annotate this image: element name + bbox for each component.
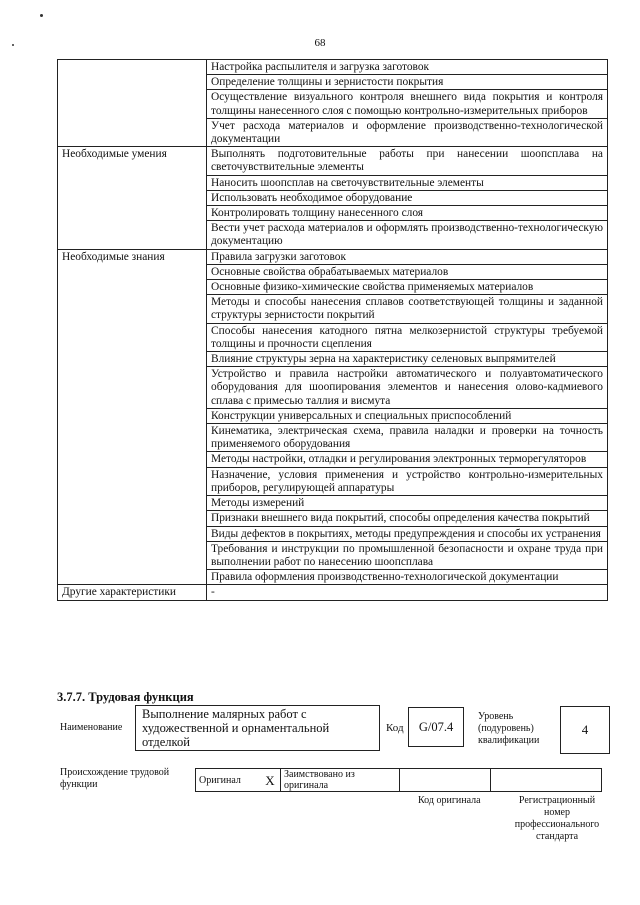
name-label: Наименование — [60, 722, 123, 733]
description-cell: Методы измерений — [207, 496, 608, 511]
origin-label: Происхождение трудовой функции — [60, 767, 170, 790]
description-cell: Вести учет расхода материалов и оформлять производственно-технологическую документацию — [207, 221, 608, 249]
description-cell: Кинематика, электрическая схема, правила наладки и проверки на точность применяемого оборудования — [207, 424, 608, 452]
function-code: G/07.4 — [408, 707, 464, 747]
description-cell: Основные свойства обрабатываемых материалов — [207, 264, 608, 279]
category-cell — [58, 60, 207, 147]
description-cell: Влияние структуры зерна на характеристику селеновых выпрямителей — [207, 352, 608, 367]
description-cell: Осуществление визуального контроля внешнего вида покрытия и контроля толщины нанесенного слоя с помощью контрольно-измерительных приборов — [207, 90, 608, 118]
description-cell: Правила оформления производственно-технологической документации — [207, 570, 608, 585]
description-cell: Признаки внешнего вида покрытий, способы определения качества покрытий — [207, 511, 608, 526]
description-cell: Контролировать толщину нанесенного слоя — [207, 206, 608, 221]
description-cell: Устройство и правила настройки автоматического и полуавтоматического оборудования для шоопирования элементов и нанесения олово-кадмиевого сплава с примесью таллия и висмута — [207, 367, 608, 409]
description-cell: Правила загрузки заготовок — [207, 249, 608, 264]
table-row — [58, 147, 608, 175]
category-cell: Необходимые знания — [58, 249, 207, 585]
code-original-caption: Код оригинала — [418, 795, 481, 806]
description-cell: Учет расхода материалов и оформление производственно-технологической документации — [207, 118, 608, 146]
reg-number-cell — [491, 769, 602, 792]
description-cell: Требования и инструкции по промышленной безопасности и охране труда при выполнении работ по нанесению шоопсплава — [207, 541, 608, 569]
description-cell: Конструкции универсальных и специальных приспособлений — [207, 408, 608, 423]
description-cell: Основные физико-химические свойства применяемых материалов — [207, 280, 608, 295]
description-cell: Наносить шоопсплав на светочувствительные элементы — [207, 175, 608, 190]
description-cell: Использовать необходимое оборудование — [207, 190, 608, 205]
borrowed-label: Заимствовано из оригинала — [281, 769, 400, 792]
level-label: Уровень (подуровень) квалификации — [478, 711, 540, 746]
original-mark: X — [260, 769, 281, 792]
description-cell: Методы настройки, отладки и регулирования электронных терморегуляторов — [207, 452, 608, 467]
table-row — [58, 249, 608, 264]
description-cell: Способы нанесения катодного пятна мелкозернистой структуры требуемой толщины и прочности сцепления — [207, 323, 608, 351]
original-label: Оригинал — [196, 769, 261, 792]
original-code-cell — [400, 769, 491, 792]
table-row — [58, 60, 608, 75]
scan-speck — [40, 14, 43, 17]
reg-number-caption: Регистрационный номер профессионального стандарта — [514, 795, 600, 842]
description-cell: Определение толщины и зернистости покрытия — [207, 75, 608, 90]
function-name: Выполнение малярных работ с художественной и орнаментальной отделкой — [135, 705, 380, 751]
description-cell: Назначение, условия применения и устройство контрольно-измерительных приборов, регулирующей аппаратуры — [207, 467, 608, 495]
description-cell: Методы и способы нанесения сплавов соответствующей толщины и заданной структуры зернистости покрытий — [207, 295, 608, 323]
competency-table — [57, 59, 608, 601]
description-cell: - — [207, 585, 608, 600]
code-label: Код — [386, 722, 404, 734]
description-cell: Настройка распылителя и загрузка заготовок — [207, 60, 608, 75]
page-number: 68 — [314, 37, 326, 49]
section-heading: 3.7.7. Трудовая функция — [57, 690, 194, 704]
category-cell: Необходимые умения — [58, 147, 207, 249]
origin-table — [195, 768, 602, 792]
qualification-level: 4 — [560, 706, 610, 754]
description-cell: Виды дефектов в покрытиях, методы предупреждения и способы их устранения — [207, 526, 608, 541]
description-cell: Выполнять подготовительные работы при нанесении шоопсплава на светочувствительные элементы — [207, 147, 608, 175]
category-cell: Другие характеристики — [58, 585, 207, 600]
table-row — [58, 585, 608, 600]
